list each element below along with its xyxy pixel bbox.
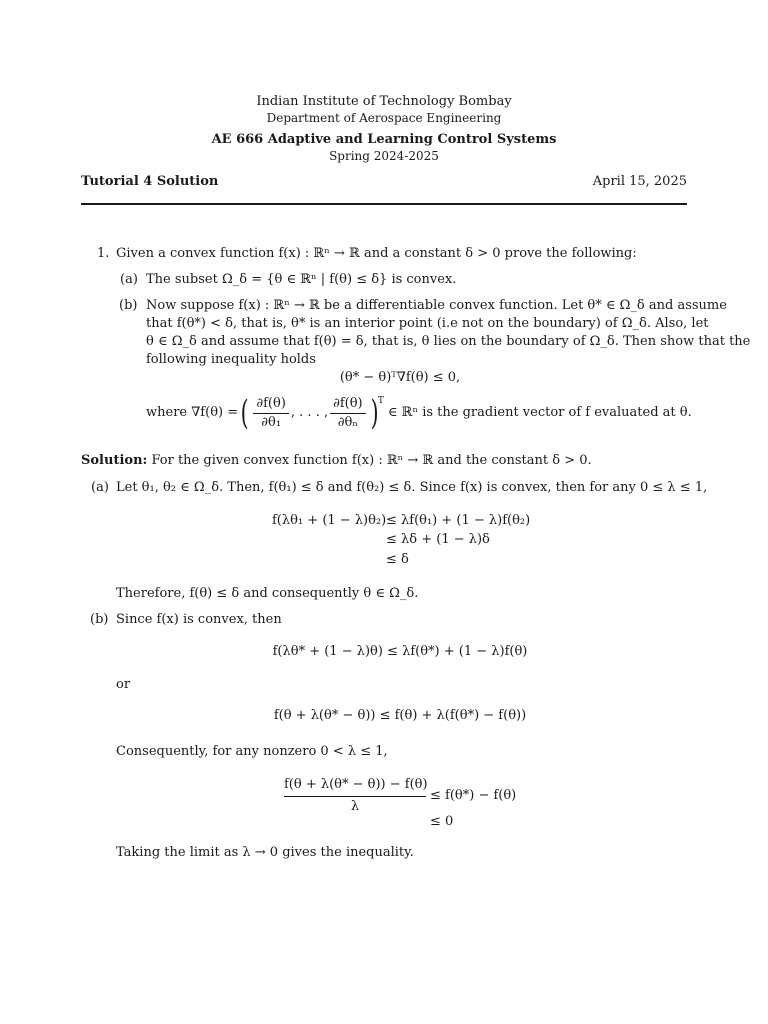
solution-b-frac-rhs1: ≤ f(θ*) − f(θ) [430, 788, 517, 803]
solution-a-label: (a) [91, 480, 109, 495]
part-b-label: (b) [119, 298, 138, 313]
course-title: AE 666 Adaptive and Learning Control Systems [211, 132, 557, 147]
term: Spring 2024-2025 [329, 149, 439, 163]
department-name: Department of Aerospace Engineering [266, 111, 502, 125]
header-rule [81, 203, 687, 205]
solution-a-text: Let θ₁, θ₂ ∈ Ω_δ. Then, f(θ₁) ≤ δ and f(θ₂) ≤ δ. Since f(x) is convex, then for any 0 ≤ λ ≤ 1, [116, 480, 708, 495]
solution-b-eq1: f(λθ* + (1 − λ)θ) ≤ λf(θ*) + (1 − λ)f(θ) [272, 644, 528, 659]
right-paren: ) [370, 393, 379, 433]
part-b-line4: following inequality holds [146, 352, 316, 367]
part-b-line1: Now suppose f(x) : ℝⁿ → ℝ be a differentiable convex function. Let θ* ∈ Ω_δ and assume [146, 298, 727, 313]
doc-title: Tutorial 4 Solution [81, 174, 219, 189]
grad-den-1: ∂θ₁ [261, 414, 282, 430]
solution-label: Solution: [81, 453, 148, 468]
solution-b-frac-num: f(θ + λ(θ* − θ)) − f(θ) [284, 776, 426, 797]
solution-b-label: (b) [90, 612, 109, 627]
grad-fraction-2 [330, 396, 366, 431]
solution-b-frac-rhs2: ≤ 0 [430, 814, 454, 829]
solution-b-or: or [116, 677, 131, 692]
solution-b-consequently: Consequently, for any nonzero 0 < λ ≤ 1, [116, 744, 388, 759]
solution-intro-line [81, 452, 592, 470]
transpose-mark: T [377, 396, 384, 406]
institute-name: Indian Institute of Technology Bombay [256, 94, 512, 109]
problem-intro: Given a convex function f(x) : ℝⁿ → ℝ and a constant δ > 0 prove the following: [116, 246, 637, 261]
grad-den-2: ∂θₙ [337, 414, 358, 430]
solution-b-frac-den: λ [350, 799, 360, 814]
grad-separator: , . . . , [290, 405, 329, 420]
doc-date: April 15, 2025 [592, 174, 687, 189]
solution-b-final: Taking the limit as λ → 0 gives the inequality. [116, 845, 414, 860]
solution-intro: For the given convex function f(x) : ℝⁿ → ℝ and the constant δ > 0. [151, 453, 592, 468]
solution-a-eq1-lhs: f(λθ₁ + (1 − λ)θ₂) [272, 513, 387, 528]
part-a-text: The subset Ω_δ = {θ ∈ ℝⁿ | f(θ) ≤ δ} is convex. [146, 272, 457, 287]
part-a-label: (a) [120, 272, 138, 287]
solution-b-eq2: f(θ + λ(θ* − θ)) ≤ f(θ) + λ(f(θ*) − f(θ)) [273, 708, 527, 723]
where-prefix: where ∇f(θ) = [146, 405, 239, 420]
inequality-statement: (θ* − θ)ᵀ∇f(θ) ≤ 0, [339, 370, 461, 385]
solution-a-eq1-rhs: ≤ λf(θ₁) + (1 − λ)f(θ₂) [386, 513, 531, 528]
part-b-line3: θ ∈ Ω_δ and assume that f(θ) = δ, that is, θ lies on the boundary of Ω_δ. Then show that the [146, 334, 751, 349]
problem-number: 1. [97, 246, 110, 261]
solution-a-eq2-rhs: ≤ λδ + (1 − λ)δ [386, 532, 490, 547]
where-suffix: ∈ ℝⁿ is the gradient vector of f evaluated at θ. [387, 405, 692, 420]
grad-num-2: ∂f(θ) [330, 396, 366, 414]
part-b-line2: that f(θ*) < δ, that is, θ* is an interior point (i.e not on the boundary) of Ω_δ. Also, let [146, 316, 709, 331]
solution-b-text: Since f(x) is convex, then [116, 612, 282, 627]
solution-a-eq3-rhs: ≤ δ [386, 552, 409, 567]
left-paren: ( [240, 393, 249, 433]
gradient-definition [146, 390, 692, 436]
grad-num-1: ∂f(θ) [253, 396, 289, 414]
solution-a-conclusion: Therefore, f(θ) ≤ δ and consequently θ ∈ Ω_δ. [116, 586, 419, 601]
grad-fraction-1 [253, 396, 289, 431]
solution-b-fraction [284, 776, 426, 816]
